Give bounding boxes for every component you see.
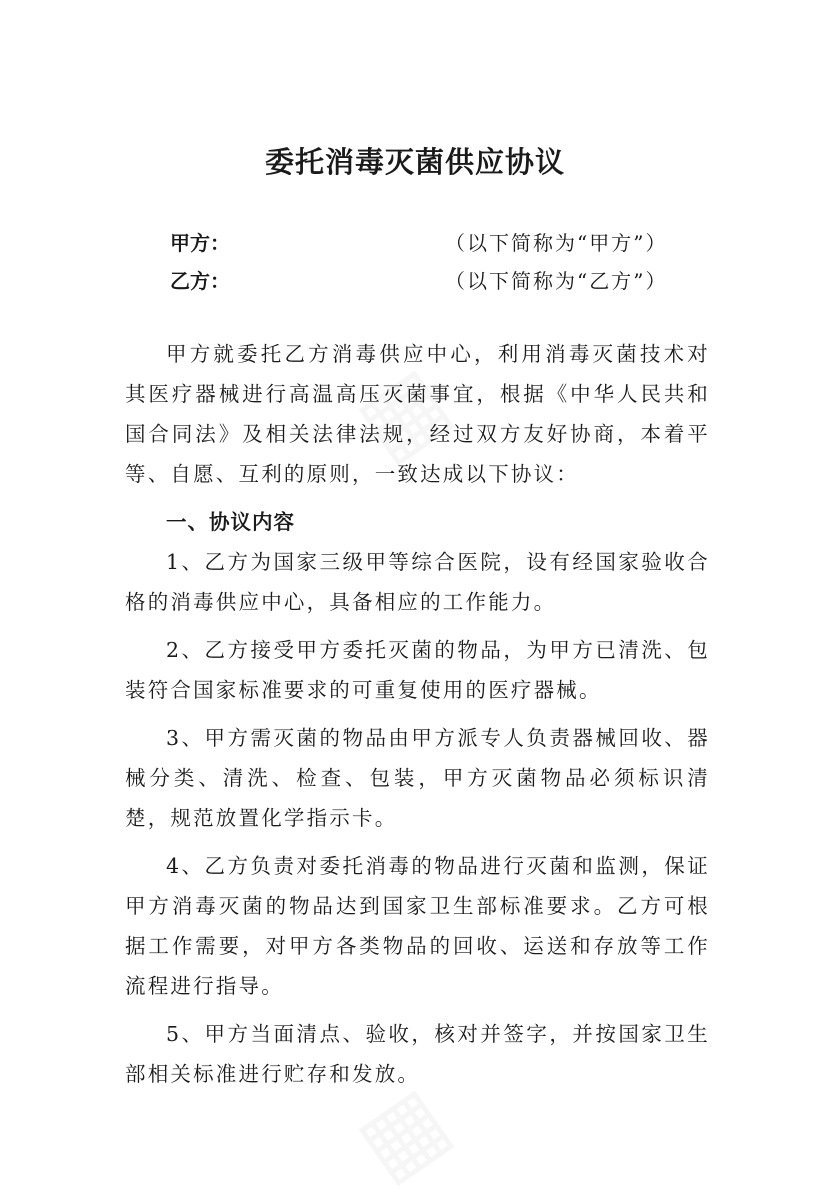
clause-5: 5、甲方当面清点、验收，核对并签字，并按国家卫生部相关标准进行贮存和发放。 (125, 1022, 710, 1086)
intro-paragraph: 甲方就委托乙方消毒供应中心，利用消毒灭菌技术对其医疗器械进行高温高压灭菌事宜，根据《中华人民共和国合同法》及相关法律法规，经过双方友好协商，本着平等、自愿、互利的原则，一致达成以下协议： (125, 342, 710, 486)
party-a-line (170, 228, 710, 258)
party-b-line (170, 266, 710, 296)
party-b-note: （以下简称为“乙方”） (445, 269, 668, 293)
clause-2: 2、乙方接受甲方委托灭菌的物品，为甲方已清洗、包装符合国家标准要求的可重复使用的医疗器械。 (125, 638, 710, 702)
party-a-note: （以下简称为“甲方”） (445, 231, 668, 255)
party-b-label: 乙方： (170, 269, 230, 293)
clause-4: 4、乙方负责对委托消毒的物品进行灭菌和监测，保证甲方消毒灭菌的物品达到国家卫生部标准要求。乙方可根据工作需要，对甲方各类物品的回收、运送和存放等工作流程进行指导。 (125, 854, 710, 998)
clause-1: 1、乙方为国家三级甲等综合医院，设有经国家验收合格的消毒供应中心，具备相应的工作能力。 (125, 550, 710, 614)
clause-3: 3、甲方需灭菌的物品由甲方派专人负责器械回收、器械分类、清洗、检查、包装，甲方灭菌物品必须标识清楚，规范放置化学指示卡。 (125, 726, 710, 830)
section-heading: 一、协议内容 (166, 510, 295, 534)
document-title: 委托消毒灭菌供应协议 (264, 145, 565, 179)
party-a-label: 甲方： (170, 231, 230, 255)
agreement-body (125, 334, 710, 1094)
